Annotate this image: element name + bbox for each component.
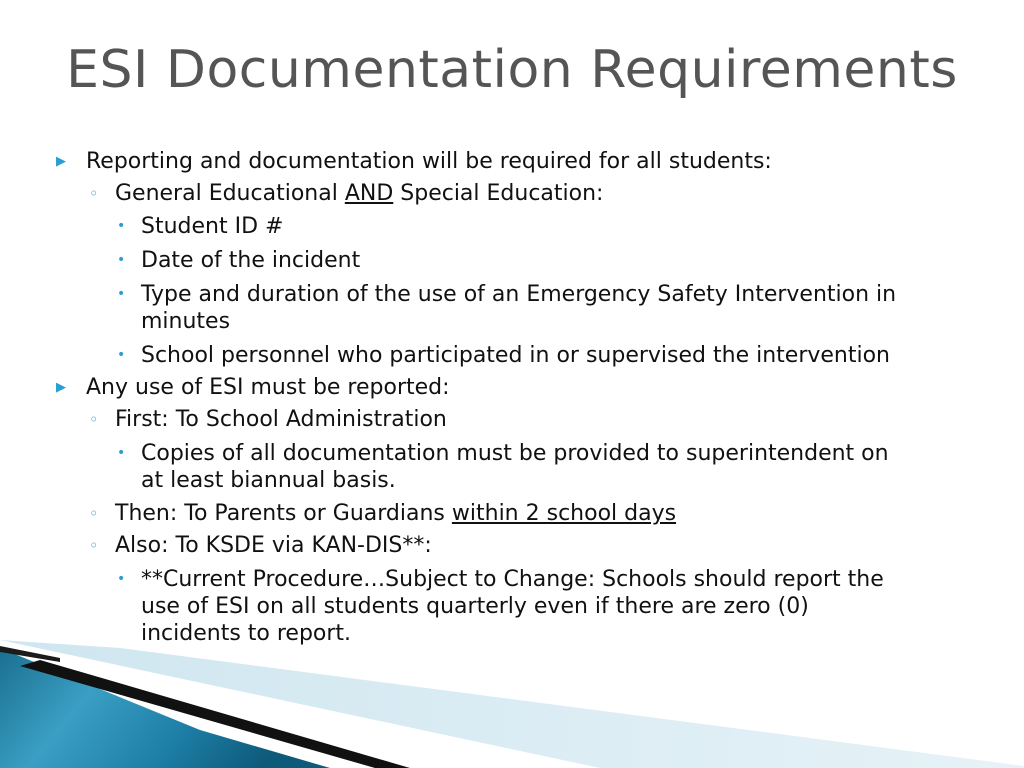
emphasis-and: AND	[344, 181, 394, 206]
text-segment: Then: To Parents or Guardians	[115, 501, 452, 526]
bullet-date-incident: Date of the incident	[141, 248, 361, 273]
bullet-school-personnel: School personnel who participated in or supervised the intervention	[141, 343, 890, 368]
decorative-wave	[0, 600, 1024, 768]
bullet-current-procedure-cont: use of ESI on all students quarterly even if there are zero (0)	[141, 594, 809, 619]
level3-bullet-icon: •	[117, 218, 126, 234]
level3-bullet-icon: •	[117, 571, 126, 587]
level3-bullet-icon: •	[117, 445, 126, 461]
bullet-also-ksde: Also: To KSDE via KAN-DIS**:	[115, 533, 432, 558]
bullet-copies: Copies of all documentation must be provided to superintendent on	[141, 441, 889, 466]
level1-bullet-icon: ▶	[56, 380, 66, 395]
bullet-reporting: Reporting and documentation will be required for all students:	[86, 149, 772, 174]
emphasis-within-2-days: within 2 school days	[451, 501, 677, 526]
bullet-type-duration: Type and duration of the use of an Emergency Safety Intervention in	[141, 282, 897, 307]
bullet-current-procedure-cont2: incidents to report.	[141, 621, 352, 646]
bullet-general-special	[115, 180, 603, 207]
level3-bullet-icon: •	[117, 252, 126, 268]
text-segment: Special Education:	[393, 181, 604, 206]
slide-title: ESI Documentation Requirements	[66, 40, 958, 100]
level3-bullet-icon: •	[117, 347, 126, 363]
bullet-current-procedure: **Current Procedure…Subject to Change: Schools should report the	[141, 567, 884, 592]
text-segment: General Educational	[115, 181, 345, 206]
level2-bullet-icon: ◦	[89, 536, 99, 555]
bullet-first-admin: First: To School Administration	[115, 407, 447, 432]
bullet-then-parents	[115, 500, 676, 527]
bullet-copies-cont: at least biannual basis.	[141, 468, 396, 493]
bullet-type-duration-cont: minutes	[141, 309, 231, 334]
level2-bullet-icon: ◦	[89, 504, 99, 523]
level2-bullet-icon: ◦	[89, 184, 99, 203]
level3-bullet-icon: •	[117, 286, 126, 302]
level1-bullet-icon: ▶	[56, 154, 66, 169]
bullet-student-id: Student ID #	[141, 214, 284, 239]
level2-bullet-icon: ◦	[89, 410, 99, 429]
bullet-any-use: Any use of ESI must be reported:	[86, 375, 450, 400]
